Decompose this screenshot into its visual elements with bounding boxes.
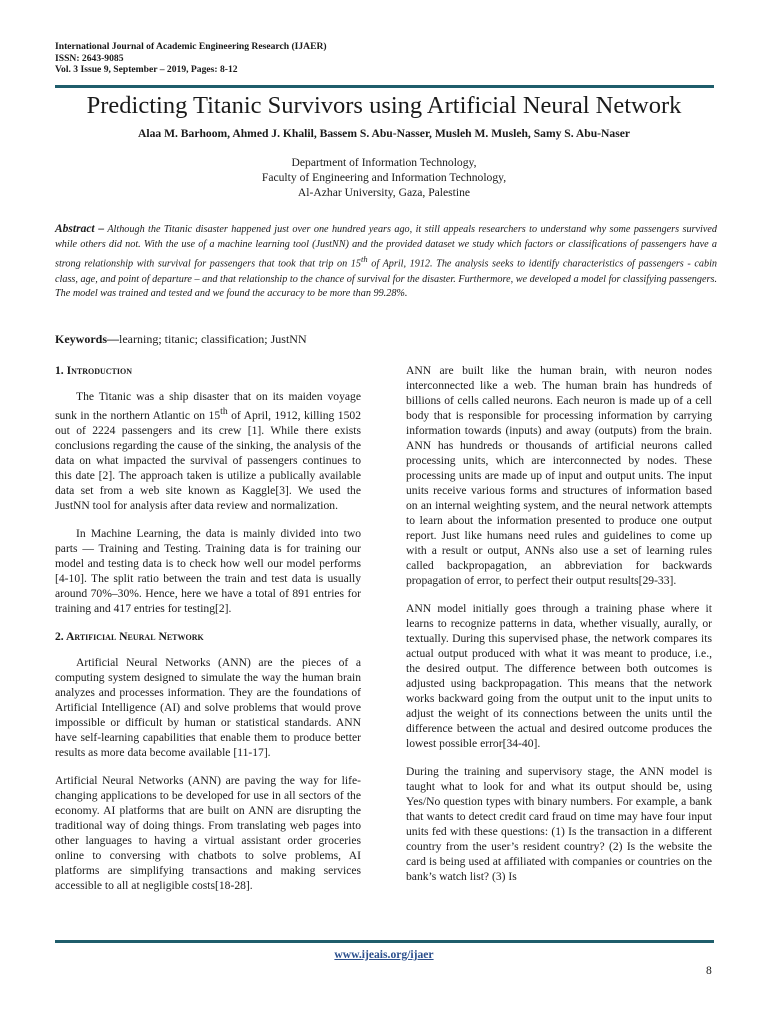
abstract-superscript: th: [361, 254, 368, 265]
ann-paragraph-2: Artificial Neural Networks (ANN) are paving the way for life-changing applications to be developed for use in all sectors of the economy. AI platforms that are built on ANN are disrupting the traditional way of doing things. From translating web pages into other languages to having a virtual assistant order groceries online to conversing with chatbots to solve problems, AI platforms are simplifying transactions and making services accessible to all at negligible costs[18-28].: [55, 773, 361, 892]
right-paragraph-2: ANN model initially goes through a training phase where it learns to recognize patterns in data, whether visually, aurally, or textually. During this supervised phase, the network compares its actual output produced with what it was meant to produce, i.e., the desired output. The difference between both outcomes is adjusted using backpropagation. This means that the network works backward going from the output unit to the input units to adjust the weight of its connections between the units until the difference between the actual and desired outcome produces the lowest possible error[34-40].: [406, 602, 712, 750]
intro-paragraph-2: In Machine Learning, the data is mainly divided into two parts — Training and Testing. Training data is for training our model and testing data is to check how well our model performs [4-10]. The split ratio between the train and test data is usually around 70%–30%. Hence, here we have a total of 891 entries for training and 417 entries for testing[2].: [55, 526, 361, 615]
keywords-label: Keywords—: [55, 332, 119, 346]
paper-authors: Alaa M. Barhoom, Ahmed J. Khalil, Bassem S. Abu-Nasser, Musleh M. Musleh, Samy S. Abu-Naser: [137, 127, 631, 140]
keywords: [55, 332, 307, 347]
right-paragraph-1: ANN are built like the human brain, with neuron nodes interconnected like a web. The human brain has hundreds of billions of cells called neurons. Each neuron is made up of a cell body that is responsible for processing information by carrying information towards (inputs) and away (outputs) from the brain. ANN has hundreds or thousands of artificial neurons called processing units, which are interconnected by nodes. These processing units are made up of input and output units. The input units receive various forms and structures of information based on an internal weighting system, and the neural network attempts to learn about the information presented to produce one output report. Just like humans need rules and guidelines to come up with a result or output, ANNs also use a set of learning rules called backpropagation, an abbreviation for backwards propagation of error, to perfect their output results[29-33].: [406, 364, 712, 587]
intro-paragraph-1: The Titanic was a ship disaster that on its maiden voyage sunk in the northern Atlantic on 15th of April, 1912, killing 1502 out of 2224 passengers and its crew [1]. While there exists conclusions regarding the cause of the sinking, the analysis of the data on what impacted the survival of passengers continues to this date [2]. The approach taken is utilize a publically available data set from a web site known as Kaggle[3]. We used the JustNN tool for analysis after data review and normalization.: [55, 390, 361, 512]
keywords-text: learning; titanic; classification; JustNN: [119, 332, 307, 346]
journal-name: International Journal of Academic Engineering Research (IJAER): [55, 41, 327, 52]
abstract-text: Although the Titanic disaster happened just over one hundred years ago, it still appeals researchers to understand why some passengers survived while others did not. With the use of a machine learning tool (JustNN) and the provided dataset we study which factors or classifications of passengers have a strong relationship with survival for passengers that took that trip on 15: [55, 224, 717, 270]
abstract-text-end: of April, 1912. The analysis seeks to identify characteristics of passengers - cabin class, age, and point of departure – and that relationship to the chance of survival for the disaster. Furthermore, we developed a model for classifying passengers. The model was trained and tested and we found the accuracy to be more than 99.28%.: [55, 258, 717, 300]
abstract-label: Abstract –: [55, 223, 105, 235]
affiliation-line-2: Faculty of Engineering and Information Technology,: [261, 171, 507, 184]
journal-issn: ISSN: 2643-9085: [55, 52, 124, 64]
journal-url-link[interactable]: www.ijeais.org/ijaer: [334, 948, 434, 961]
section-2-heading: 2. Artificial Neural Network: [55, 629, 204, 643]
footer-divider: [55, 940, 714, 943]
paper-title: Predicting Titanic Survivors using Artificial Neural Network: [86, 92, 682, 119]
journal-header: [55, 41, 327, 76]
section-1-heading: 1. Introduction: [55, 364, 133, 377]
right-paragraph-3: During the training and supervisory stage, the ANN model is taught what to look for and what its output should be, using Yes/No question types with binary numbers. For example, a bank that wants to detect credit card fraud on time may have four input units fed with these questions: (1) Is the transaction in a different country from the user’s resident country? (2) Is the website the card is being used at affiliated with companies or countries on the bank’s watch list? (3) Is: [406, 765, 712, 883]
affiliation: [0, 155, 768, 200]
header-divider: [55, 85, 714, 88]
left-column: [55, 363, 361, 893]
abstract: [55, 222, 717, 302]
ann-paragraph-1: Artificial Neural Networks (ANN) are the pieces of a computing system designed to simulate the way the human brain analyzes and processes information. They are the foundations of Artificial Intelligence (AI) and solve problems that would prove impossible or difficult by human or statistical standards. ANN have self-learning capabilities that enable them to produce better results as more data become available [11-17].: [55, 655, 361, 759]
page-number: 8: [706, 964, 712, 977]
affiliation-line-1: Department of Information Technology,: [291, 156, 477, 169]
right-column: [406, 363, 712, 884]
journal-volume: Vol. 3 Issue 9, September – 2019, Pages: 8-12: [55, 64, 238, 76]
affiliation-line-3: Al-Azhar University, Gaza, Palestine: [297, 186, 471, 199]
